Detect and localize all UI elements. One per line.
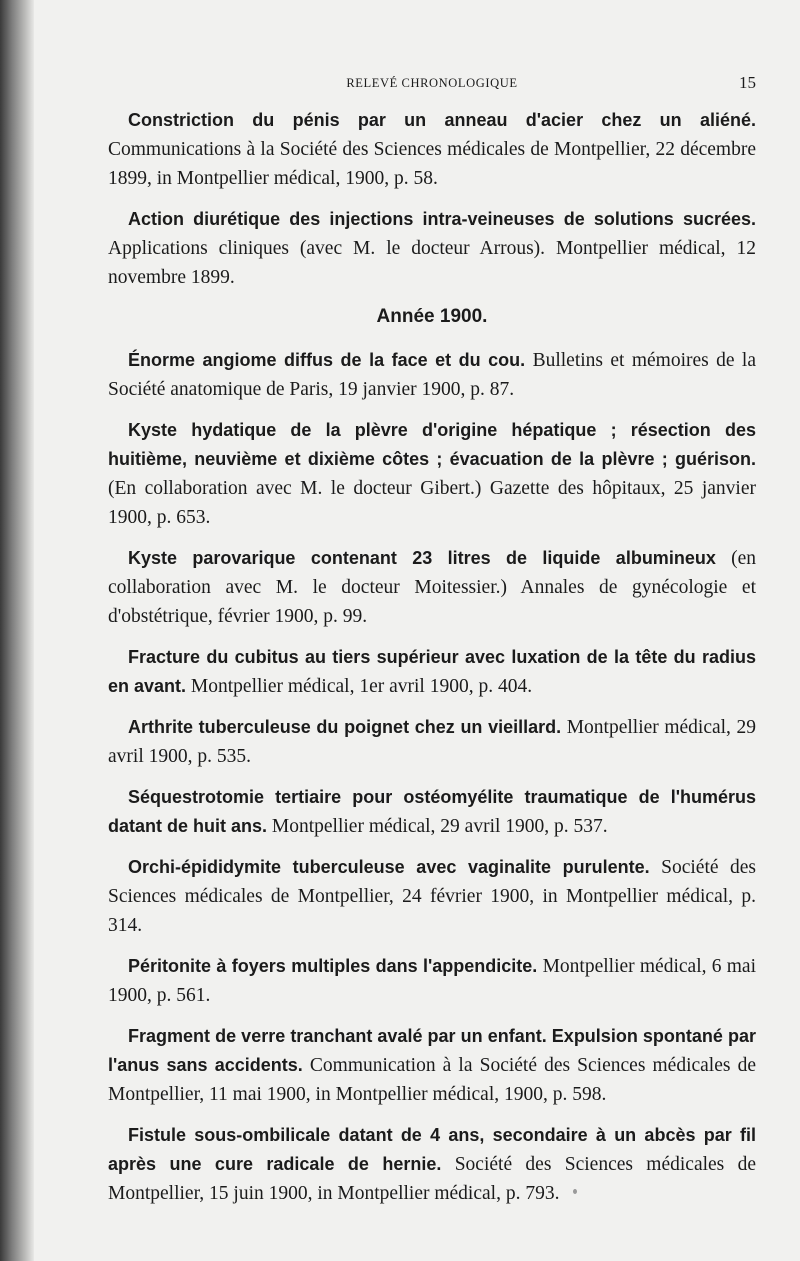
bibliography-entry xyxy=(108,783,756,841)
entry-title: Énorme angiome diffus de la face et du cou. xyxy=(128,350,526,370)
entry-title: Orchi-épididymite tuberculeuse avec vaginalite purulente. xyxy=(128,857,650,877)
entry-citation: Montpellier médical, 6 mai 1900, p. 561. xyxy=(108,956,756,1006)
entry-title: Action diurétique des injections intra-veineuses de solutions sucrées. xyxy=(128,209,756,229)
page-body xyxy=(108,70,756,1220)
entry-title: Fistule sous-ombilicale datant de 4 ans, secondaire à un abcès par fil après une cure radicale de hernie. xyxy=(108,1125,756,1174)
bibliography-entry xyxy=(108,106,756,193)
entry-title: Kyste hydatique de la plèvre d'origine hépatique ; résection des huitième, neuvième et dixième côtes ; évacuation de la plèvre ; guérison. xyxy=(108,420,756,469)
bibliography-entry xyxy=(108,643,756,701)
entry-citation: (en collaboration avec M. le docteur Moitessier.) Annales de gynécologie et d'obstétrique, février 1900, p. 99. xyxy=(108,548,757,627)
entry-title: Constriction du pénis par un anneau d'acier chez un aliéné. xyxy=(128,110,756,130)
running-title: RELEVÉ CHRONOLOGIQUE xyxy=(346,76,518,90)
bibliography-entry xyxy=(108,416,756,532)
entry-citation: Bulletins et mémoires de la Société anatomique de Paris, 19 janvier 1900, p. 87. xyxy=(108,350,756,400)
bibliography-entry xyxy=(108,713,756,771)
entry-citation: Montpellier médical, 29 avril 1900, p. 535. xyxy=(108,717,756,767)
entry-title: Fracture du cubitus au tiers supérieur avec luxation de la tête du radius en avant. xyxy=(108,647,756,696)
entry-citation: Montpellier médical, 1er avril 1900, p. 404. xyxy=(186,676,533,697)
page-number: 15 xyxy=(739,73,756,92)
ink-speck xyxy=(573,1189,577,1194)
bibliography-entry xyxy=(108,1022,756,1109)
entry-citation: (En collaboration avec M. le docteur Gibert.) Gazette des hôpitaux, 25 janvier 1900, p. 653. xyxy=(108,478,756,528)
entry-title: Kyste parovarique contenant 23 litres de liquide albumineux xyxy=(128,548,716,568)
entry-citation: Montpellier médical, 29 avril 1900, p. 537. xyxy=(267,816,608,837)
bibliography-entry xyxy=(108,346,756,404)
bibliography-entry xyxy=(108,853,756,940)
entry-citation: Société des Sciences médicales de Montpellier, 24 février 1900, in Montpellier médical, p. 314. xyxy=(108,857,757,936)
page-header xyxy=(108,70,756,100)
entry-citation: Applications cliniques (avec M. le docteur Arrous). Montpellier médical, 12 novembre 1899. xyxy=(108,238,756,288)
bibliography-entry xyxy=(108,544,756,631)
entry-title: Péritonite à foyers multiples dans l'appendicite. xyxy=(128,956,538,976)
entry-citation: Communication à la Société des Sciences médicales de Montpellier, 11 mai 1900, in Montpellier médical, 1900, p. 598. xyxy=(108,1055,756,1105)
book-spine-shadow xyxy=(0,0,34,1261)
year-heading: Année 1900. xyxy=(376,306,488,327)
entry-title: Séquestrotomie tertiaire pour ostéomyélite traumatique de l'humérus datant de huit ans. xyxy=(108,787,756,836)
bibliography-entry xyxy=(108,1121,756,1208)
entry-citation: Communications à la Société des Sciences médicales de Montpellier, 22 décembre 1899, in Montpellier médical, 1900, p. 58. xyxy=(108,139,756,189)
entry-title: Arthrite tuberculeuse du poignet chez un vieillard. xyxy=(128,717,562,737)
bibliography-entry xyxy=(108,205,756,292)
bibliography-entry xyxy=(108,952,756,1010)
entry-title: Fragment de verre tranchant avalé par un enfant. Expulsion spontané par l'anus sans accidents. xyxy=(108,1026,756,1075)
entry-citation: Société des Sciences médicales de Montpellier, 15 juin 1900, in Montpellier médical, p. 793. xyxy=(108,1154,756,1204)
